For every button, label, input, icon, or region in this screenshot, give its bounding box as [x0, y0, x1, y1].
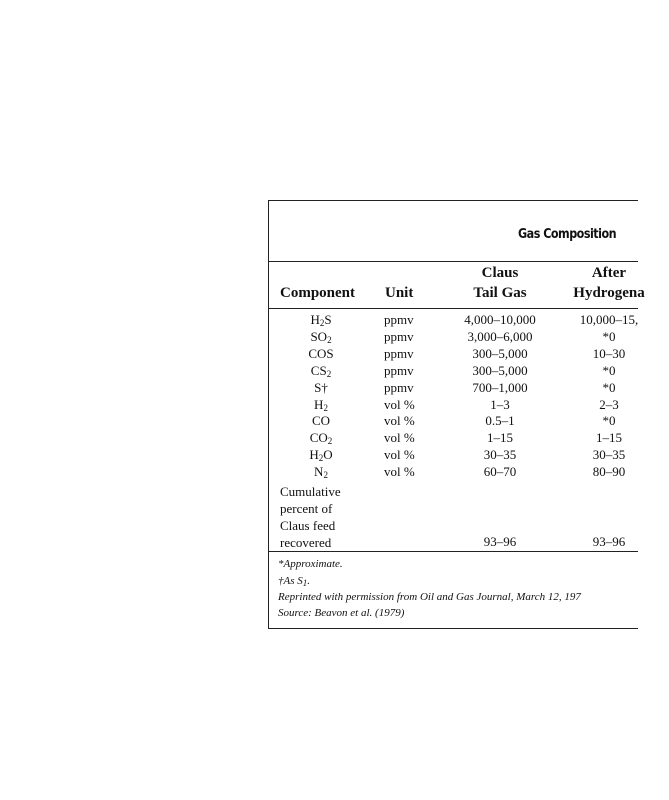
component-symbol: CS: [310, 363, 327, 378]
after-hydrogenation-cell: 80–90: [592, 464, 626, 479]
component-symbol: H: [309, 447, 319, 462]
component-symbol: CO: [311, 413, 331, 428]
unit-cell: ppmv: [384, 380, 414, 395]
component-cell: [269, 464, 373, 483]
claus-tail-gas-cell: 30–35: [483, 447, 517, 462]
component-subscript: 2: [318, 453, 324, 463]
claus-tail-gas-cell: 700–1,000: [472, 380, 528, 395]
component-symbol: S†: [314, 380, 328, 395]
after-hydrogenation-cell: 30–35: [592, 447, 626, 462]
header-after-line2: Hydrogena: [573, 285, 645, 301]
after-hydrogenation-cell: 1–15: [596, 430, 622, 445]
claus-tail-gas-cell: 300–5,000: [472, 346, 528, 361]
component-subscript: 2: [326, 369, 332, 379]
footnote-as-s1: [278, 574, 310, 590]
component-suffix: S: [324, 312, 332, 327]
header-unit: Unit: [385, 285, 414, 301]
unit-cell: vol %: [384, 464, 415, 479]
cumulative-after-value: 93–96: [592, 534, 626, 549]
unit-cell: vol %: [384, 447, 415, 462]
caption-divider: [269, 261, 638, 262]
component-symbol: SO: [310, 329, 328, 344]
component-symbol: H: [310, 312, 320, 327]
cumulative-line1: Cumulative: [280, 484, 341, 499]
gas-composition-table: [268, 200, 645, 629]
cumulative-claus-value: 93–96: [483, 534, 517, 549]
claus-tail-gas-cell: 0.5–1: [485, 413, 515, 428]
header-divider: [269, 308, 638, 309]
cumulative-line4: recovered: [280, 535, 332, 550]
unit-cell: ppmv: [384, 329, 414, 344]
component-cell: [269, 413, 373, 429]
after-hydrogenation-cell: *0: [602, 413, 616, 428]
component-subscript: 2: [323, 403, 328, 413]
header-claus-line2: Tail Gas: [473, 285, 527, 301]
component-subscript: 2: [327, 335, 332, 345]
claus-tail-gas-cell: 3,000–6,000: [467, 329, 533, 344]
footnote-as-s1-prefix: †As S: [278, 575, 303, 587]
component-subscript: 2: [323, 470, 328, 480]
header-component: Component: [280, 285, 356, 301]
header-after-hydrogenation: [549, 263, 669, 303]
table-caption: Gas Composition: [518, 227, 617, 242]
claus-tail-gas-cell: 1–3: [490, 397, 510, 412]
footnote-divider: [269, 551, 638, 552]
after-hydrogenation-cell: *0: [602, 363, 616, 378]
unit-cell: vol %: [384, 430, 415, 445]
unit-cell: ppmv: [384, 363, 414, 378]
footnote-reprinted: Reprinted with permission from Oil and Gas Journal, March 12, 197: [278, 591, 581, 603]
after-hydrogenation-cell: *0: [602, 380, 616, 395]
component-symbol: COS: [308, 346, 334, 361]
footnote-approximate: *Approximate.: [278, 558, 343, 570]
header-claus-tail-gas: [440, 263, 560, 303]
unit-cell: ppmv: [384, 346, 414, 361]
claus-tail-gas-cell: 60–70: [483, 464, 517, 479]
after-hydrogenation-cell: *0: [602, 329, 616, 344]
cumulative-line3: Claus feed: [280, 518, 336, 533]
cumulative-line2: percent of: [280, 501, 333, 516]
claus-tail-gas-cell: 1–15: [487, 430, 513, 445]
component-symbol: CO: [309, 430, 328, 445]
after-hydrogenation-cell: 10–30: [592, 346, 626, 361]
footnote-as-s1-suffix: .: [307, 575, 310, 587]
claus-tail-gas-cell: 4,000–10,000: [464, 312, 536, 327]
unit-cell: vol %: [384, 397, 415, 412]
component-cell: [269, 346, 373, 362]
after-hydrogenation-cell: 2–3: [599, 397, 619, 412]
component-symbol: H: [314, 397, 324, 412]
claus-tail-gas-cell: 300–5,000: [472, 363, 528, 378]
component-cell: [269, 380, 373, 396]
footnote-source: Source: Beavon et al. (1979): [278, 607, 405, 619]
unit-cell: vol %: [384, 413, 415, 428]
component-subscript: 2: [327, 436, 333, 446]
component-symbol: N: [314, 464, 324, 479]
component-subscript: 2: [319, 318, 325, 328]
after-hydrogenation-cell: 10,000–15,: [579, 312, 639, 327]
header-after-line1: After: [591, 265, 627, 281]
unit-cell: ppmv: [384, 312, 414, 327]
component-suffix: O: [323, 447, 333, 462]
header-claus-line1: Claus: [481, 265, 519, 281]
footnote-as-s1-sub: 1: [302, 578, 308, 588]
cumulative-label: [280, 483, 341, 551]
